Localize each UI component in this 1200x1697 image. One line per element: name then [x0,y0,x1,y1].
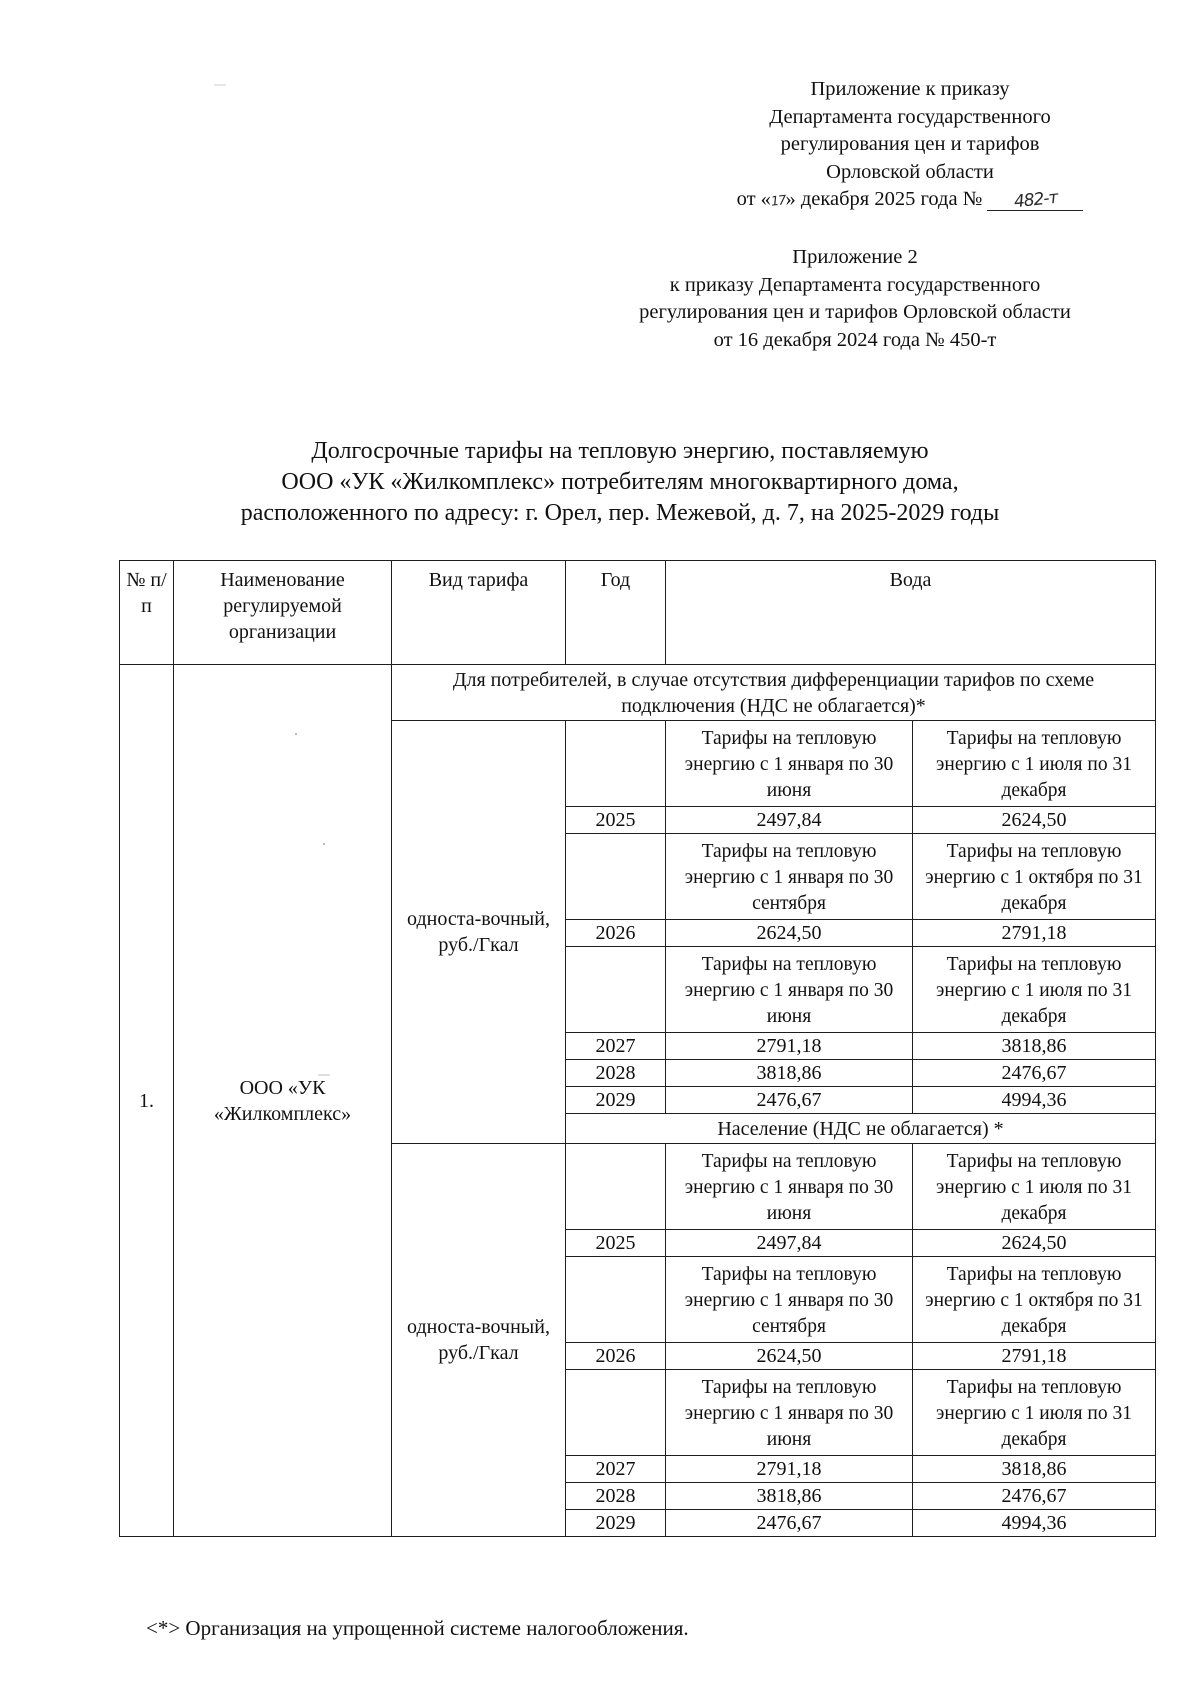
date-middle: » декабря 2025 года № [785,188,983,210]
period-label: Тарифы на тепловую энергию с 1 января по 30 июня [666,1370,913,1456]
year-cell: 2028 [566,1483,666,1510]
tariff-value: 2791,18 [666,1456,913,1483]
period-label: Тарифы на тепловую энергию с 1 января по 30 июня [666,947,913,1033]
period-label: Тарифы на тепловую энергию с 1 июля по 31 декабря [913,721,1156,807]
tariff-value: 3818,86 [666,1483,913,1510]
year-cell: 2026 [566,920,666,947]
tariff-value: 2476,67 [913,1060,1156,1087]
tariff-type: односта-вочный, руб./Гкал [392,1144,566,1537]
tariff-value: 2497,84 [666,807,913,834]
header-line: регулирования цен и тарифов [780,133,1040,155]
title-line: расположенного по адресу: г. Орел, пер. Межевой, д. 7, на 2025-2029 годы [240,500,1000,526]
year-cell: 2027 [566,1033,666,1060]
tariff-value: 2791,18 [913,920,1156,947]
date-prefix: от « [736,188,771,210]
header-year: Год [566,561,666,665]
tariff-value: 2624,50 [913,1230,1156,1257]
scan-speck [295,733,297,735]
row-number: 1. [120,665,174,1537]
header-tariff-type: Вид тарифа [392,561,566,665]
year-cell: 2029 [566,1510,666,1537]
header-line: к приказу Департамента государственного [669,273,1041,296]
handwritten-order-number: 482-т [1012,187,1059,213]
handwritten-day: 17 [770,193,787,210]
tariff-value: 3818,86 [666,1060,913,1087]
section-title: Для потребителей, в случае отсутствия дифференциации тарифов по схеме подключения (НДС не облагается)* [392,665,1156,721]
header-line: Приложение 2 [792,246,918,268]
organization-name: ООО «УК «Жилкомплекс» [174,665,392,1537]
period-label: Тарифы на тепловую энергию с 1 октября по 31 декабря [913,834,1156,920]
period-label: Тарифы на тепловую энергию с 1 июля по 31 декабря [913,1144,1156,1230]
header-line: Департамента государственного [769,105,1051,128]
title-line: Долгосрочные тарифы на тепловую энергию, поставляемую [311,438,929,464]
tariff-value: 4994,36 [913,1510,1156,1537]
period-label: Тарифы на тепловую энергию с 1 января по 30 июня [666,721,913,807]
header-line: регулирования цен и тарифов Орловской области [639,301,1071,323]
header-line: Орловской области [826,160,994,183]
header-line: от 16 декабря 2024 года № 450-т [713,328,997,351]
tariff-value: 2624,50 [913,807,1156,834]
year-cell: 2028 [566,1060,666,1087]
tariff-value: 4994,36 [913,1087,1156,1114]
period-label: Тарифы на тепловую энергию с 1 июля по 31 декабря [913,947,1156,1033]
title-line: ООО «УК «Жилкомплекс» потребителям многоквартирного дома, [281,469,959,495]
tariff-value: 2476,67 [666,1087,913,1114]
period-label: Тарифы на тепловую энергию с 1 октября по 31 декабря [913,1257,1156,1343]
header-number: № п/п [120,561,174,665]
header-organization: Наименование регулируемой организации [174,561,392,665]
tariff-value: 3818,86 [913,1033,1156,1060]
period-label: Тарифы на тепловую энергию с 1 января по 30 июня [666,1144,913,1230]
tariff-value: 2791,18 [913,1343,1156,1370]
period-label: Тарифы на тепловую энергию с 1 января по 30 сентября [666,1257,913,1343]
header-line: Приложение к приказу [810,78,1010,100]
year-cell: 2026 [566,1343,666,1370]
section-title: Население (НДС не облагается) * [566,1114,1156,1144]
year-cell: 2029 [566,1087,666,1114]
period-label: Тарифы на тепловую энергию с 1 июля по 31 декабря [913,1370,1156,1456]
period-label: Тарифы на тепловую энергию с 1 января по 30 сентября [666,834,913,920]
year-cell: 2025 [566,807,666,834]
tariff-value: 3818,86 [913,1456,1156,1483]
year-cell: 2027 [566,1456,666,1483]
footnote: <*> Организация на упрощенной системе налогообложения. [146,1616,689,1640]
tariff-value: 2497,84 [666,1230,913,1257]
tariff-value: 2791,18 [666,1033,913,1060]
tariff-value: 2476,67 [666,1510,913,1537]
tariff-value: 2476,67 [913,1483,1156,1510]
tariff-value: 2624,50 [666,920,913,947]
year-cell: 2025 [566,1230,666,1257]
tariff-type: односта-вочный, руб./Гкал [392,721,566,1144]
scan-speck [323,843,325,845]
header-water: Вода [666,561,1156,665]
tariff-value: 2624,50 [666,1343,913,1370]
